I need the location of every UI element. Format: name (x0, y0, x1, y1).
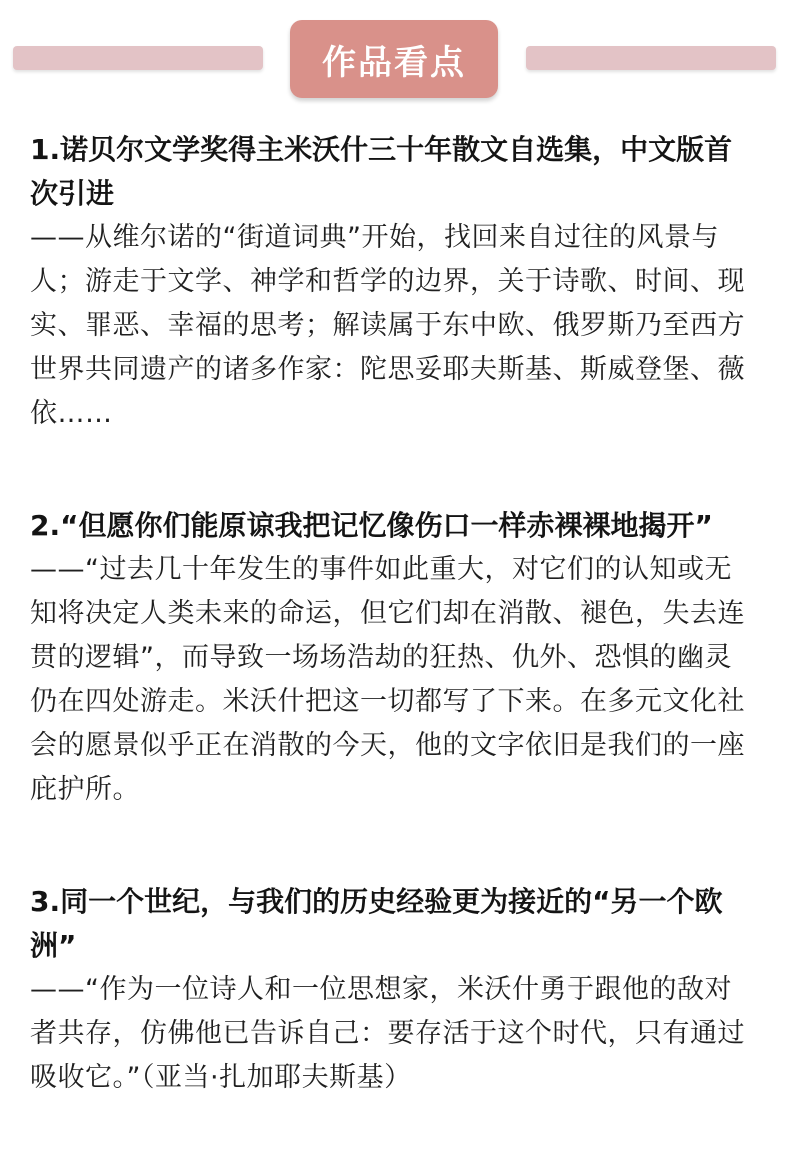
section-header (0, 0, 790, 110)
decorative-bar-left (13, 46, 263, 70)
highlight-section-1 (30, 128, 745, 436)
decorative-bar-right (526, 46, 776, 70)
highlight-body-2: ——“过去几十年发生的事件如此重大，对它们的认知或无知将决定人类未来的命运，但它们却在消散、褪色，失去连贯的逻辑”，而导致一场场浩劫的狂热、仇外、恐惧的幽灵仍在四处游走。米沃什把这一切都写了下来。在多元文化社会的愿景似乎正在消散的今天，他的文字依旧是我们的一座庇护所。 (30, 554, 745, 805)
highlight-body-3: ——“作为一位诗人和一位思想家，米沃什勇于跟他的敌对者共存，仿佛他已告诉自己：要存活于这个时代，只有通过吸收它。”（亚当·扎加耶夫斯基） (30, 974, 745, 1093)
highlight-section-3 (30, 880, 745, 1100)
page-title: 作品看点 (322, 42, 466, 83)
highlight-heading-1: 1.诺贝尔文学奖得主米沃什三十年散文自选集，中文版首次引进 (30, 133, 733, 210)
title-badge (290, 20, 498, 98)
highlights-content (30, 128, 745, 1168)
highlight-heading-3: 3.同一个世纪，与我们的历史经验更为接近的“另一个欧洲” (30, 885, 723, 962)
highlight-body-1: ——从维尔诺的“街道词典”开始，找回来自过往的风景与人；游走于文学、神学和哲学的边界，关于诗歌、时间、现实、罪恶、幸福的思考；解读属于东中欧、俄罗斯乃至西方世界共同遗产的诸多作家：陀思妥耶夫斯基、斯威登堡、薇依…… (30, 222, 745, 429)
highlight-section-2 (30, 504, 745, 812)
highlight-heading-2: 2.“但愿你们能原谅我把记忆像伤口一样赤裸裸地揭开” (30, 509, 713, 542)
